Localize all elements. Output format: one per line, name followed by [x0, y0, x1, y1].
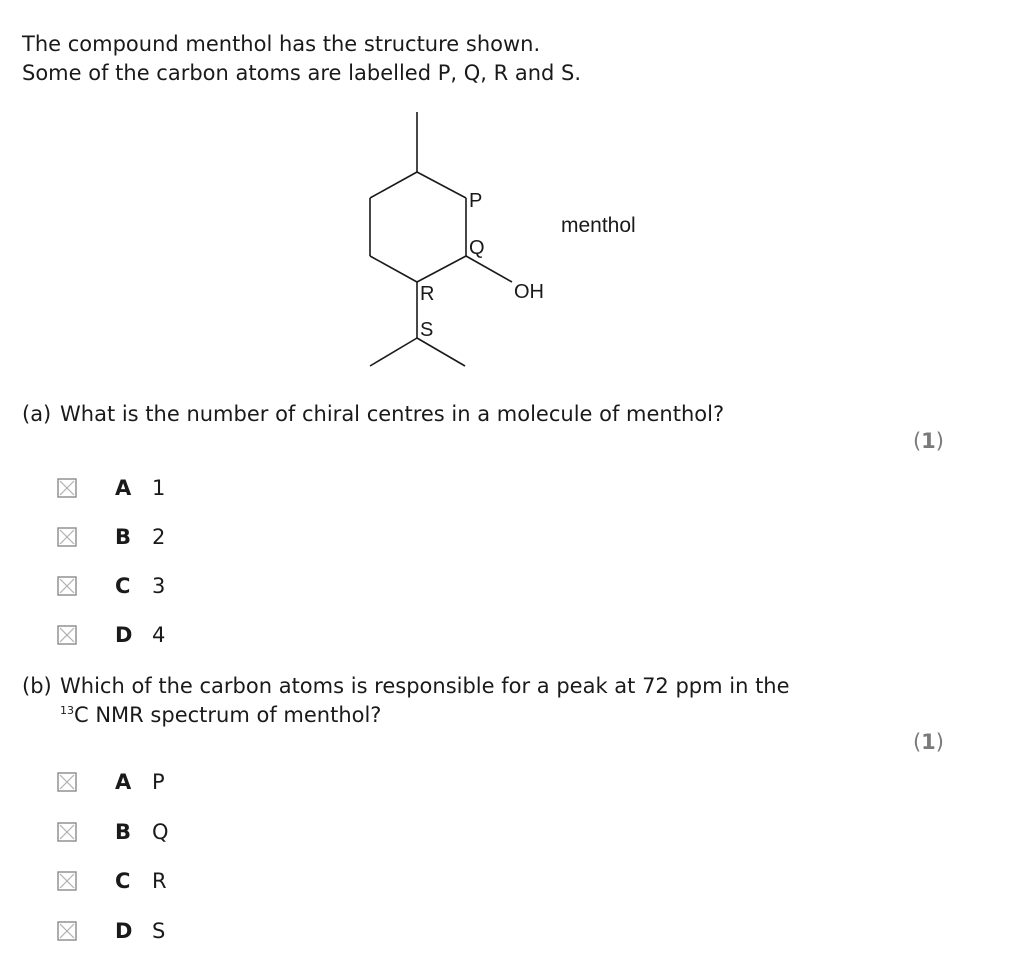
- option-b-a[interactable]: [57, 770, 165, 794]
- question-b-marks-value: 1: [921, 730, 936, 754]
- question-b: [22, 672, 790, 730]
- option-value: R: [152, 869, 167, 893]
- molecule-name: menthol: [561, 214, 636, 237]
- checkbox-icon[interactable]: [57, 921, 77, 941]
- menthol-structure-diagram: [0, 0, 1026, 400]
- option-letter: C: [115, 574, 131, 598]
- checkbox-icon[interactable]: [57, 527, 77, 547]
- label-p: P: [469, 190, 483, 212]
- ring-bond-q-r: [417, 256, 466, 282]
- option-b-b[interactable]: [57, 820, 169, 844]
- question-a-marks: (1): [912, 429, 944, 453]
- skeletal-bonds: [370, 112, 512, 366]
- option-value: 1: [152, 476, 166, 500]
- option-b-d[interactable]: [57, 919, 166, 943]
- question-b-marks: (1): [912, 730, 944, 754]
- label-q: Q: [469, 237, 485, 259]
- option-a-d[interactable]: [57, 623, 166, 647]
- question-b-label: (b): [22, 674, 52, 698]
- option-a-a[interactable]: [57, 476, 166, 500]
- option-letter: A: [115, 476, 132, 500]
- ring-bond-top-p: [417, 172, 466, 198]
- option-letter: B: [115, 820, 132, 844]
- question-a-label: (a): [22, 402, 52, 426]
- option-value: 4: [152, 623, 166, 647]
- ring-bond-r-left: [370, 256, 417, 282]
- option-value: Q: [152, 820, 169, 844]
- ring-bond-left-top: [370, 172, 417, 198]
- intro-line-1: The compound menthol has the structure shown.: [22, 32, 541, 56]
- option-value: 2: [152, 525, 166, 549]
- option-value: 3: [152, 574, 166, 598]
- option-value: S: [152, 919, 166, 943]
- option-letter: A: [115, 770, 132, 794]
- option-letter: D: [115, 919, 133, 943]
- label-s: S: [420, 319, 434, 341]
- question-a-marks-value: 1: [921, 429, 936, 453]
- option-b-c[interactable]: [57, 869, 167, 893]
- checkbox-icon[interactable]: [57, 576, 77, 596]
- checkbox-icon[interactable]: [57, 772, 77, 792]
- label-oh: OH: [514, 281, 544, 303]
- question-a-text: What is the number of chiral centres in a molecule of menthol?: [60, 402, 725, 426]
- question-b-text-line-2: C NMR spectrum of menthol?: [74, 703, 382, 727]
- option-letter: B: [115, 525, 132, 549]
- checkbox-icon[interactable]: [57, 822, 77, 842]
- oh-bond: [466, 256, 512, 282]
- intro-line-2: Some of the carbon atoms are labelled P, Q, R and S.: [22, 61, 582, 85]
- isopropyl-right-bond: [417, 338, 465, 366]
- isotope-superscript: 13: [60, 704, 74, 717]
- checkbox-icon[interactable]: [57, 478, 77, 498]
- option-a-c[interactable]: [57, 574, 166, 598]
- label-r: R: [420, 283, 435, 305]
- question-a: [22, 400, 724, 429]
- checkbox-icon[interactable]: [57, 871, 77, 891]
- option-letter: C: [115, 869, 131, 893]
- isopropyl-left-bond: [370, 338, 417, 366]
- option-a-b[interactable]: [57, 525, 166, 549]
- option-letter: D: [115, 623, 133, 647]
- checkbox-icon[interactable]: [57, 625, 77, 645]
- question-b-text-line-1: Which of the carbon atoms is responsible for a peak at 72 ppm in the: [60, 674, 790, 698]
- option-value: P: [152, 770, 165, 794]
